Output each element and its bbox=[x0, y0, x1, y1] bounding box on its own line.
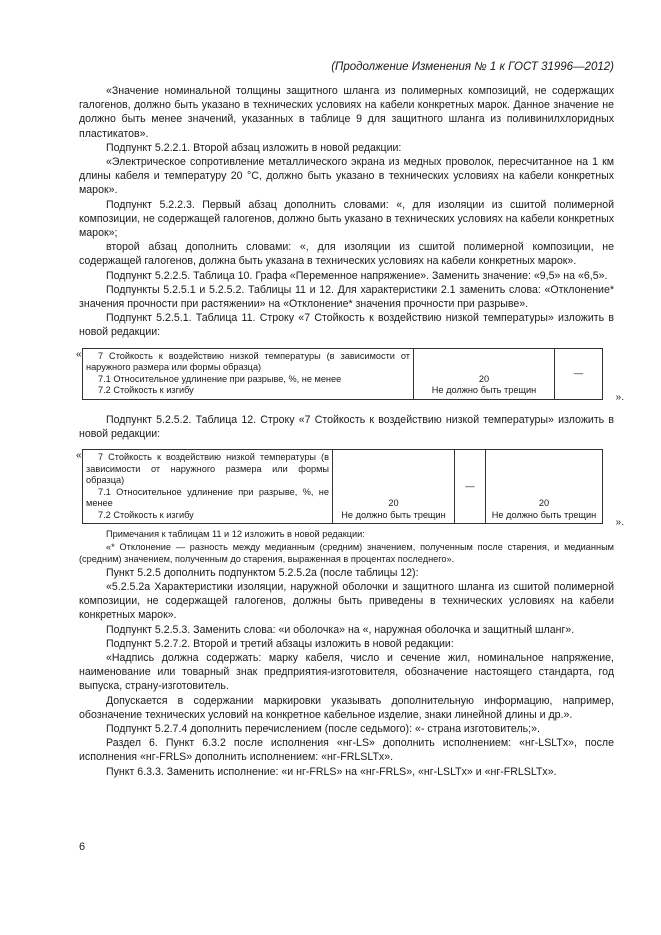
paragraph: Подпункт 5.2.5.1. Таблица 11. Строку «7 Стойкость к воздействию низкой температуры» изложить в новой редакции: bbox=[79, 312, 614, 339]
row-7-1: 7.1 Относительное удлинение при разрыве, %, не менее bbox=[86, 486, 329, 509]
value-number: 20 bbox=[388, 498, 399, 509]
table-11-value-cell bbox=[414, 348, 555, 399]
row-title: 7 Стойкость к воздействию низкой температуры (в зависимости от наружного размера или формы образца) bbox=[86, 350, 410, 373]
table-12-value-cell-2 bbox=[486, 450, 603, 524]
quote-close: ». bbox=[615, 516, 624, 528]
table-11-block bbox=[76, 348, 624, 404]
paragraph: «5.2.5.2а Характеристики изоляции, наружной оболочки и защитного шланга из сшитой полимерной композиции, не содержащей галогенов, должны быть приведены в технических условиях на кабели конкретных марок». bbox=[79, 581, 614, 622]
table-11-row-7-cell bbox=[83, 348, 414, 399]
paragraph: Подпункт 5.2.2.1. Второй абзац изложить в новой редакции: bbox=[106, 141, 402, 154]
row-7-2: 7.2 Стойкость к изгибу bbox=[98, 385, 194, 396]
paragraph: Подпункт 5.2.5.2. Таблица 12. Строку «7 Стойкость к воздействию низкой температуры» изложить в новой редакции: bbox=[79, 413, 614, 440]
paragraph: второй абзац дополнить словами: «, для изоляции из сшитой полимерной композиции, не содержащей галогенов, должна быть указана в технических условиях на кабели конкретных марок». bbox=[79, 241, 614, 268]
table-12-dash-cell bbox=[455, 450, 486, 524]
table-11-dash-cell bbox=[555, 348, 603, 399]
value-number: 20 bbox=[538, 498, 550, 509]
quote-open: « bbox=[76, 450, 82, 462]
value-text: Не должно быть трещин bbox=[341, 509, 446, 520]
table-12-block bbox=[76, 449, 624, 528]
paragraph: Подпункт 5.2.2.3. Первый абзац дополнить словами: «, для изоляции из сшитой полимерной композиции, не содержащей галогенов, должно быть указано в технических условиях на кабели конкретных марок»; bbox=[79, 198, 614, 240]
paragraph: «Надпись должна содержать: марку кабеля, число и сечение жил, номинальное напряжение, наименование или товарный знак предприятия-изготовителя, обозначение настоящего стандарта, год выпуска, страну-изготовитель. bbox=[79, 652, 614, 693]
paragraph: «Значение номинальной толщины защитного шланга из полимерных композиций, не содержащих галогенов, должно быть указано в технических условиях на кабели конкретных марок. Данное значение не должно быть менее значений, указанных в таблице 9 для защитного шланга из поливинилхлоридных пластикатов». bbox=[79, 85, 614, 140]
value-text: Не должно быть трещин bbox=[491, 509, 597, 520]
note-text: «* Отклонение — разность между медианным (средним) значением, полученным после старения, и медианным (средним) значением, полученным до старения, выраженная в процентах последнего». bbox=[79, 541, 614, 565]
row-title: 7 Стойкость к воздействию низкой температуры (в зависимости от наружного размера или формы образца) bbox=[86, 452, 329, 486]
quote-open: « bbox=[76, 348, 82, 360]
table-11 bbox=[82, 348, 603, 400]
paragraph: Подпункт 5.2.7.2. Второй и третий абзацы изложить в новой редакции: bbox=[106, 637, 454, 650]
paragraph: Пункт 6.3.3. Заменить исполнение: «и нг-FRLS» на «нг-FRLS», «нг-LSLTx» и «нг-FRLSLTx». bbox=[106, 765, 557, 778]
table-12-row-7-cell bbox=[83, 450, 333, 524]
dash: — bbox=[573, 367, 584, 378]
note-heading: Примечания к таблицам 11 и 12 изложить в новой редакции: bbox=[106, 529, 365, 540]
paragraph: Допускается в содержании маркировки указывать дополнительную информацию, например, обозначение технических условий на конкретное кабельное изделие, знаки линейной длины и др.». bbox=[79, 694, 614, 721]
dash: — bbox=[465, 480, 475, 491]
table-12-value-cell bbox=[333, 450, 455, 524]
paragraph: Подпункт 5.2.2.5. Таблица 10. Графа «Переменное напряжение». Заменить значение: «9,5» на «6,5». bbox=[106, 269, 608, 282]
paragraph: «Электрическое сопротивление металлического экрана из медных проволок, пересчитанное на 1 км длины кабеля и температуру 20 °С, должно быть указано в технических условиях на кабели конкретных марок». bbox=[79, 156, 614, 197]
quote-close: ». bbox=[615, 392, 624, 404]
paragraph: Раздел 6. Пункт 6.3.2 после исполнения «нг-LS» дополнить исполнением: «нг-LSLTx», после исполнения «нг-FRLS» дополнить исполнением: «нг-FRLSLTx». bbox=[79, 737, 614, 764]
paragraph: Подпункт 5.2.5.3. Заменить слова: «и оболочка» на «, наружная оболочка и защитный шланг». bbox=[106, 623, 575, 636]
paragraph: Подпункты 5.2.5.1 и 5.2.5.2. Таблицы 11 и 12. Для характеристики 2.1 заменить слова: «Отклонение* значения прочности при растяжении» на «Отклонение* значения прочности при разрыве». bbox=[79, 283, 614, 311]
value-text: Не должно быть трещин bbox=[431, 385, 537, 396]
document-body bbox=[76, 84, 624, 779]
value-number: 20 bbox=[478, 373, 490, 384]
row-7-1: 7.1 Относительное удлинение при разрыве, %, не менее bbox=[98, 373, 342, 384]
paragraph: Подпункт 5.2.7.4 дополнить перечислением (после седьмого): «- страна изготовитель;». bbox=[106, 723, 540, 736]
table-12 bbox=[82, 449, 603, 524]
row-7-2: 7.2 Стойкость к изгибу bbox=[98, 509, 194, 520]
paragraph: Пункт 5.2.5 дополнить подпунктом 5.2.5.2а (после таблицы 12): bbox=[106, 566, 419, 579]
page-number: 6 bbox=[79, 841, 86, 853]
page-header: (Продолжение Изменения № 1 к ГОСТ 31996—2012) bbox=[331, 61, 614, 73]
